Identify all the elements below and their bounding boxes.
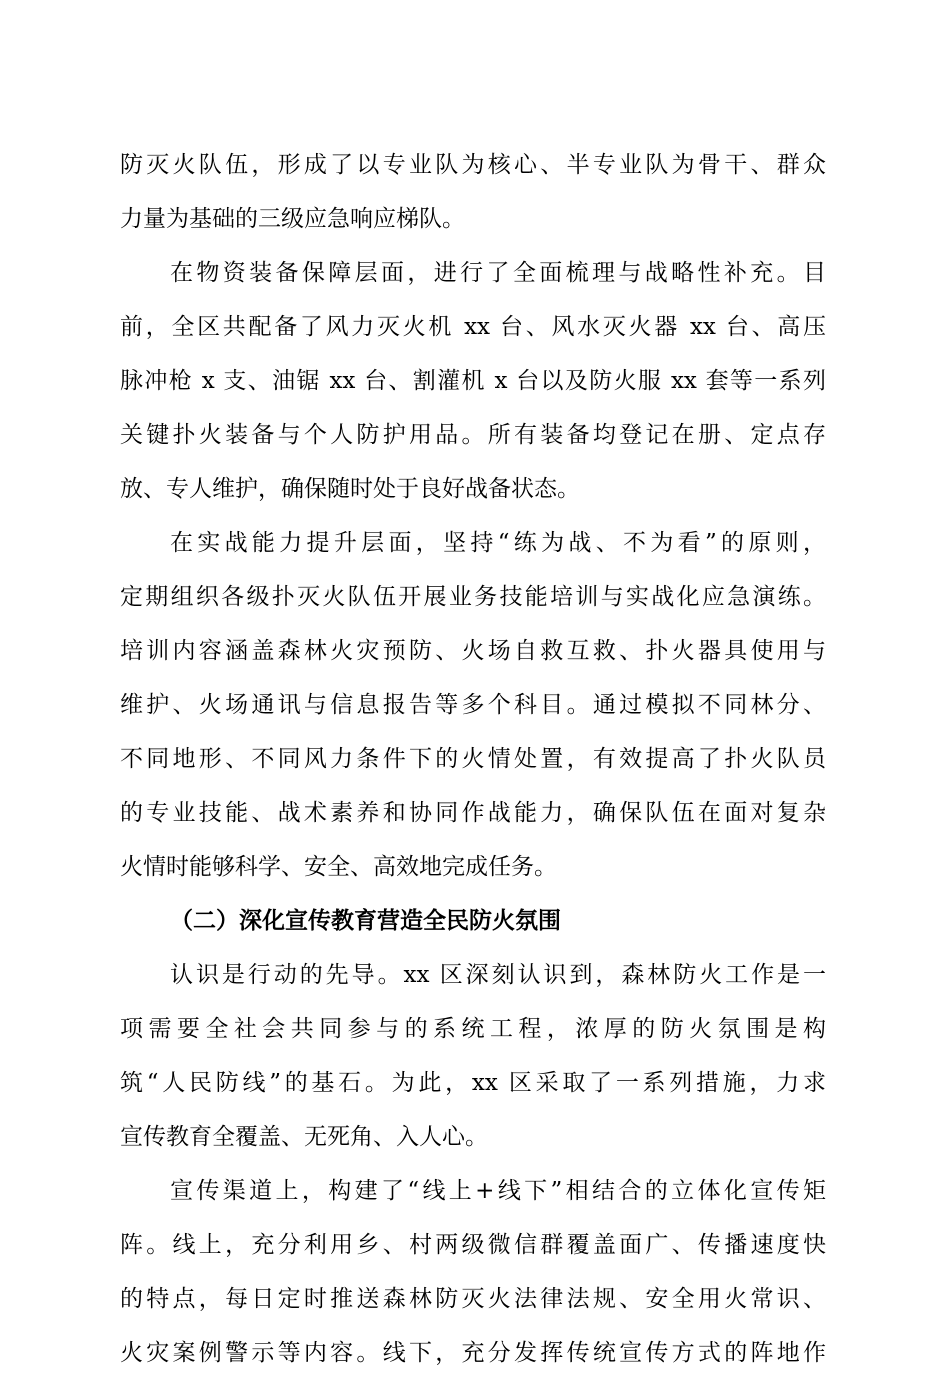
paragraph-line: 定期组织各级扑灭火队伍开展业务技能培训与实战化应急演练。 (120, 584, 826, 610)
paragraph-line: 的特点，每日定时推送森林防灭火法律法规、安全用火常识、 (120, 1286, 826, 1312)
paragraph-line: 筑“人民防线”的基石。为此，xx 区采取了一系列措施，力求 (120, 1070, 826, 1096)
paragraph-line: 的专业技能、战术素养和协同作战能力，确保队伍在面对复杂 (120, 800, 826, 826)
paragraph-line: 维护、火场通讯与信息报告等多个科目。通过模拟不同林分、 (120, 692, 826, 718)
paragraph-line: 力量为基础的三级应急响应梯队。 (120, 206, 465, 232)
paragraph-line: 防灭火队伍，形成了以专业队为核心、半专业队为骨干、群众 (120, 152, 826, 178)
paragraph-line: 火情时能够科学、安全、高效地完成任务。 (120, 854, 557, 880)
paragraph-line: 火灾案例警示等内容。线下，充分发挥传统宣传方式的阵地作 (120, 1340, 826, 1366)
paragraph-line: 阵。线上，充分利用乡、村两级微信群覆盖面广、传播速度快 (120, 1232, 826, 1258)
paragraph-line: 在物资装备保障层面，进行了全面梳理与战略性补充。目 (170, 260, 826, 286)
paragraph-line: 不同地形、不同风力条件下的火情处置，有效提高了扑火队员 (120, 746, 826, 772)
body-text (120, 138, 826, 1380)
paragraph-line: 关键扑火装备与个人防护用品。所有装备均登记在册、定点存 (120, 422, 826, 448)
paragraph-line: 培训内容涵盖森林火灾预防、火场自救互救、扑火器具使用与 (120, 638, 826, 664)
paragraph-line: 认识是行动的先导。xx 区深刻认识到，森林防火工作是一 (170, 962, 826, 988)
paragraph-line: 项需要全社会共同参与的系统工程，浓厚的防火氛围是构 (120, 1016, 826, 1042)
paragraph-line: 在实战能力提升层面，坚持“练为战、不为看”的原则， (170, 530, 826, 556)
paragraph-line: 前，全区共配备了风力灭火机 xx 台、风水灭火器 xx 台、高压 (120, 314, 826, 340)
paragraph-line: 脉冲枪 x 支、油锯 xx 台、割灌机 x 台以及防火服 xx 套等一系列 (120, 368, 826, 394)
paragraph-line: 宣传渠道上，构建了“线上+线下”相结合的立体化宣传矩 (170, 1178, 826, 1204)
paragraph-line: 宣传教育全覆盖、无死角、入人心。 (120, 1124, 488, 1150)
section-heading: （二）深化宣传教育营造全民防火氛围 (170, 907, 561, 934)
paragraph-line: 放、专人维护，确保随时处于良好战备状态。 (120, 476, 580, 502)
